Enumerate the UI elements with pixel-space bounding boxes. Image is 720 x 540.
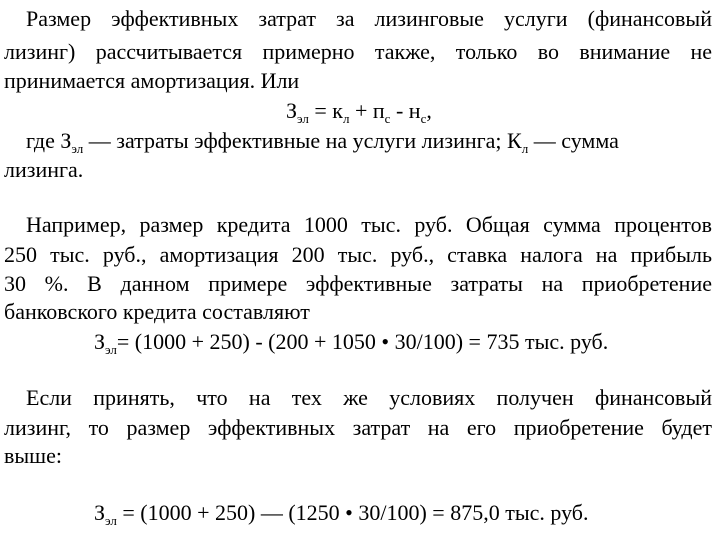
formula-3-z: З [94, 500, 106, 525]
formula-1-plus: + п [349, 98, 385, 123]
definition-line-1 [4, 126, 712, 155]
paragraph-2-line-3: 30 %. В данном примере эффективные затраты на приобретение [4, 271, 712, 296]
formula-1-p-sub: с [384, 111, 391, 126]
definition-a-sub: эл [71, 141, 84, 155]
formula-1 [286, 96, 432, 125]
formula-3 [94, 498, 589, 527]
formula-1-z-sub: эл [297, 111, 309, 126]
definition-b: — затраты эффективные на услуги лизинга; К [83, 128, 522, 153]
formula-1-end: , [426, 98, 432, 123]
formula-2-z: З [94, 329, 106, 354]
formula-3-z-sub: эл [105, 513, 117, 528]
formula-1-eq: = к [308, 98, 343, 123]
paragraph-3-line-1: Если принять, что на тех же условиях получен финансовый [26, 385, 712, 410]
formula-2-z-sub: эл [105, 342, 117, 357]
paragraph-1-line-3: принимается амортизация. Или [4, 68, 300, 93]
formula-3-body: = (1000 + 250) — (1250 • 30/100) = 875,0 тыс. руб. [116, 500, 589, 525]
paragraph-2-line-1: Например, размер кредита 1000 тыс. руб. Общая сумма процентов [26, 212, 712, 237]
formula-1-n-sub: с [420, 111, 427, 126]
definition-line-2: лизинга. [4, 157, 84, 182]
paragraph-1-line-1: Размер эффективных затрат за лизинговые услуги (финансовый [26, 6, 712, 31]
formula-2 [94, 327, 608, 356]
paragraph-1-line-2: лизинг) рассчитывается примерно также, только во внимание не [4, 39, 712, 64]
paragraph-2-line-2: 250 тыс. руб., амортизация 200 тыс. руб., ставка налога на прибыль [4, 242, 712, 267]
formula-1-k-sub: л [342, 111, 350, 126]
definition-a: где З [26, 128, 72, 153]
formula-2-body: = (1000 + 250) - (200 + 1050 • 30/100) = 735 тыс. руб. [116, 329, 609, 354]
definition-c: — сумма [528, 128, 619, 153]
paragraph-3-line-2: лизинг, то размер эффективных затрат на его приобретение будет [4, 415, 712, 440]
formula-1-minus: - н [390, 98, 421, 123]
paragraph-2-line-4: банковского кредита составляют [4, 299, 310, 324]
formula-1-z: З [286, 98, 298, 123]
definition-b-sub: л [521, 141, 529, 155]
paragraph-3-line-3: выше: [4, 443, 62, 468]
